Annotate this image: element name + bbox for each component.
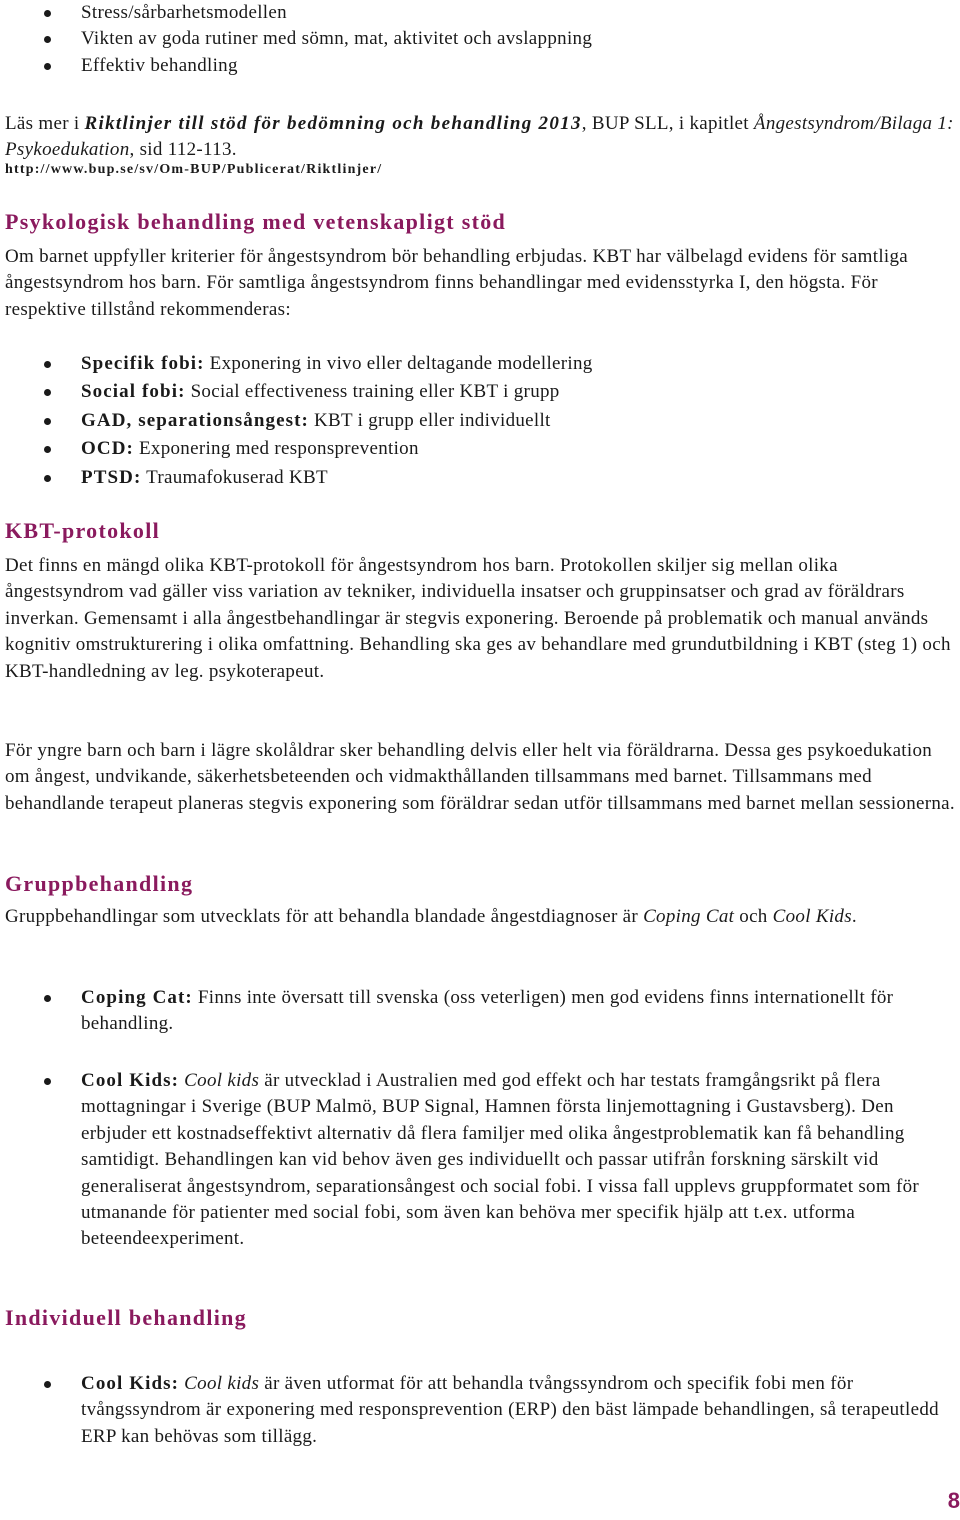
kbt-paragraph-2: För yngre barn och barn i lägre skolåldrar sker behandling delvis eller helt via föräldrarna. Dessa ges psykoedukation om ångest, undvikande, säkerhetsbeteenden och vidmakthållanden tillsammans med barnet. Tillsammans med behandlande terapeut planeras stegvis exponering som föräldrar sedan utför tillsammans med barnet mellan sessionerna. (5, 740, 955, 814)
condition-term: Specifik fobi: (81, 353, 205, 374)
guideline-link[interactable]: http://www.bup.se/sv/Om-BUP/Publicerat/Riktlinjer/ (5, 162, 383, 177)
bullet-icon (44, 1381, 51, 1388)
indiv-list (0, 1371, 955, 1450)
list-item: Vikten av goda rutiner med sömn, mat, aktivitet och avslappning (0, 26, 955, 52)
grupp-intro: Gruppbehandlingar som utvecklats för att behandla blandade ångestdiagnoser är Coping Cat och Cool Kids. (5, 906, 857, 927)
page-number: 8 (947, 1488, 960, 1513)
bullet-icon (44, 63, 51, 70)
bullet-icon (44, 475, 51, 482)
heading-psykologisk-behandling: Psykologisk behandling med vetenskapligt stöd (5, 209, 507, 234)
bullet-icon (44, 36, 51, 43)
grupp-list-coolkids (0, 1068, 955, 1253)
bullet-icon (44, 418, 51, 425)
program-term: Coping Cat: (81, 987, 193, 1008)
kbt-paragraph-1: Det finns en mängd olika KBT-protokoll för ångestsyndrom hos barn. Protokollen skiljer sig mellan olika ångestsyndrom vad gäller viss variation av tekniker, individuella insatser och gruppinsatser och grad av föräldrars inverkan. Gemensamt i alla ångestbehandlingar är stegvis exponering. Beroende på problematik och manual används kognitiv omstrukturering i olika omfattning. Behandling ska ges av behandlare med grundutbildning i KBT (steg 1) och KBT-handledning av leg. psykoterapeut. (5, 555, 951, 682)
bullet-icon (44, 1078, 51, 1085)
psyk-paragraph: Om barnet uppfyller kriterier för ångestsyndrom bör behandling erbjudas. KBT har välbelagd evidens för samtliga ångestsyndrom hos barn. För samtliga ångestsyndrom finns behandlingar med evidensstyrka I, den högsta. För respektive tillstånd rekommenderas: (5, 246, 909, 320)
bullet-icon (44, 10, 51, 17)
condition-term: Social fobi: (81, 381, 186, 403)
list-item: Coping Cat: Finns inte översatt till svenska (oss veterligen) men god evidens finns internationellt för behandling. (0, 985, 955, 1038)
bullet-icon (44, 361, 51, 368)
list-item: Specifik fobi: Exponering in vivo eller deltagande modellering (0, 351, 955, 377)
bullet-icon (44, 446, 51, 453)
condition-term: GAD, separationsångest: (81, 409, 309, 431)
grupp-list-coping (0, 985, 955, 1038)
read-more-paragraph: Läs mer i Riktlinjer till stöd för bedömning och behandling 2013, BUP SLL, i kapitlet Ångestsyndrom/Bilaga 1: Psykoedukation, sid 112-113. (5, 113, 954, 161)
guideline-title: Riktlinjer till stöd för bedömning och behandling 2013 (84, 113, 582, 134)
heading-kbt-protokoll: KBT-protokoll (5, 518, 161, 543)
condition-term: PTSD: (81, 466, 142, 488)
list-item: Stress/sårbarhetsmodellen (0, 0, 955, 26)
heading-gruppbehandling: Gruppbehandling (5, 871, 194, 896)
bullet-icon (44, 389, 51, 396)
intro-bullet-list (0, 0, 955, 79)
list-item: Social fobi: Social effectiveness training eller KBT i grupp (0, 379, 955, 405)
heading-individuell-behandling: Individuell behandling (5, 1305, 247, 1330)
recommendation-list (0, 351, 955, 491)
list-item: GAD, separationsångest: KBT i grupp eller individuellt (0, 408, 955, 434)
condition-term: OCD: (81, 438, 134, 460)
program-term: Cool Kids: (81, 1070, 180, 1091)
list-item: Effektiv behandling (0, 53, 955, 79)
bullet-icon (44, 995, 51, 1002)
list-item: OCD: Exponering med responsprevention (0, 436, 955, 462)
list-item: Cool Kids: Cool kids är utvecklad i Australien med god effekt och har testats framgångsrikt på flera mottagningar i Sverige (BUP Malmö, BUP Signal, Hamnen första linjemottagning i Gustavsberg). Den erbjuder ett kostnadseffektivt alternativ då flera familjer med olika ångestproblematik kan få behandling samtidigt. Behandlingen kan vid behov även ges individuellt och passar utifrån forskning särskilt vid generaliserat ångestsyndrom, separationsångest och social fobi. I vissa fall upplevs gruppformatet som för utmanande för patienter med social fobi, som även kan behöva mer specifik hjälp att t.ex. utforma beteendeexperiment. (0, 1068, 955, 1253)
chapter-title: Ångestsyndrom/Bilaga 1: Psykoedukation (5, 113, 954, 161)
list-item: PTSD: Traumafokuserad KBT (0, 465, 955, 491)
program-term: Cool Kids: (81, 1373, 180, 1394)
list-item: Cool Kids: Cool kids är även utformat för att behandla tvångssyndrom och specifik fobi men för tvångssyndrom är exponering med responsprevention (ERP) den bäst lämpade behandlingen, så terapeutledd ERP kan behövas som tillägg. (0, 1371, 955, 1450)
